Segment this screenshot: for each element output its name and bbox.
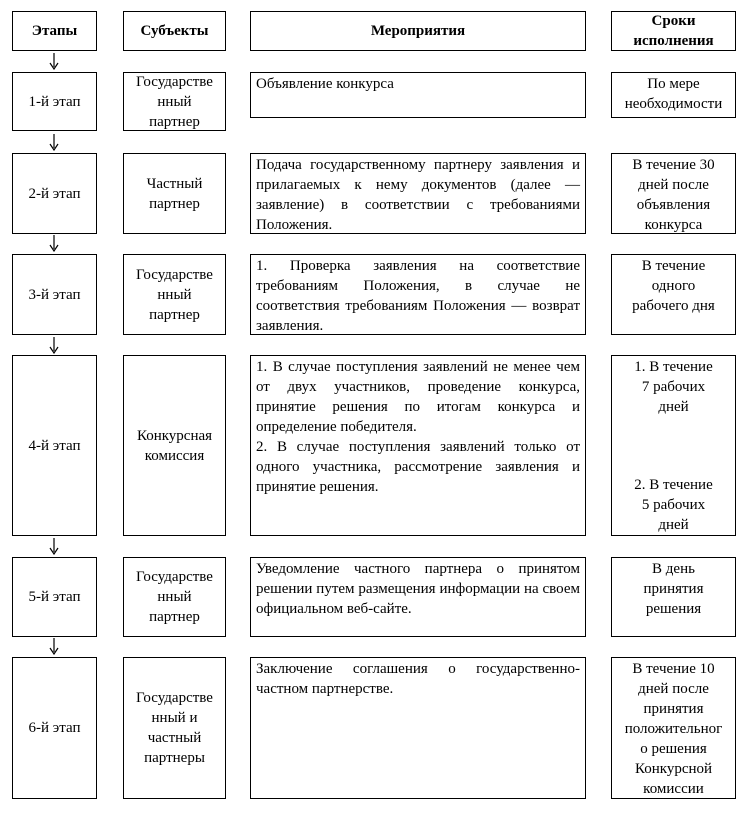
activity-1-box — [250, 72, 586, 118]
header-deadlines-line1: Сроки — [651, 13, 696, 29]
stage-label: 4-й этап — [28, 437, 81, 454]
header-deadlines-line2: исполнения — [633, 33, 714, 49]
deadline-line: принятия — [643, 701, 704, 717]
subject-line: Государстве — [136, 73, 213, 90]
activity-text: 1. Проверка заявления на соответствие требованиям Положения, в случае не соответствия требованиям Положения — возврат заявления. — [256, 258, 580, 334]
arrow-down-icon — [48, 235, 60, 252]
subject-line: нный — [157, 589, 192, 605]
deadline-line: дней после — [638, 681, 709, 697]
stage-label: 1-й этап — [28, 93, 81, 110]
subject-line: Частный — [146, 175, 203, 192]
deadline-line: дней — [658, 517, 689, 533]
subject-line: партнеры — [144, 750, 205, 766]
deadline-line: конкурса — [644, 217, 703, 233]
header-stages-label: Этапы — [31, 23, 78, 39]
arrow-down-icon — [48, 53, 60, 70]
header-subjects-label: Субъекты — [140, 23, 209, 39]
stage-1-box — [12, 72, 97, 131]
subject-line: партнер — [149, 306, 200, 323]
deadline-line: о решения — [640, 741, 707, 757]
deadline-line: решения — [645, 601, 702, 617]
activity-text: Объявление конкурса — [256, 76, 394, 92]
stage-5-box — [12, 557, 97, 637]
activity-text: Заключение соглашения о государственно-частном партнерстве. — [256, 661, 580, 697]
subject-1-box — [123, 72, 226, 131]
arrow-down-icon — [48, 134, 60, 151]
deadline-line: Конкурсной — [634, 761, 713, 777]
deadline-line: объявления — [636, 197, 711, 213]
header-subjects — [123, 11, 226, 51]
deadline-line: В течение 10 — [632, 661, 715, 677]
subject-3-box — [123, 254, 226, 335]
activity-3-box — [250, 254, 586, 335]
deadline-line: 7 рабочих — [641, 379, 706, 395]
deadline-line: дней — [658, 399, 689, 415]
subject-line: нный — [157, 93, 192, 110]
deadline-1-box — [611, 72, 736, 118]
subject-line: партнер — [149, 195, 200, 212]
stage-label: 6-й этап — [28, 720, 81, 736]
arrow-down-icon — [48, 638, 60, 655]
deadline-line: По мере — [647, 76, 700, 92]
activity-4-box — [250, 355, 586, 536]
header-activities — [250, 11, 586, 51]
subject-line: Государстве — [136, 569, 213, 585]
stage-label: 2-й этап — [28, 185, 81, 202]
activity-6-box — [250, 657, 586, 799]
arrow-down-icon — [48, 538, 60, 555]
subject-line: Конкурсная — [136, 427, 213, 444]
stage-6-box — [12, 657, 97, 799]
subject-line: Государстве — [136, 690, 213, 706]
deadline-line: В течение — [641, 258, 706, 274]
arrow-down-icon — [48, 337, 60, 354]
subject-6-box — [123, 657, 226, 799]
deadline-line: 1. В течение — [634, 359, 713, 375]
subject-line: частный — [147, 730, 202, 746]
subject-4-box — [123, 355, 226, 536]
activity-text: 1. В случае поступления заявлений не менее чем от двух участников, проведение конкурса, принятие решения по итогам конкурса и определение победителя. — [256, 359, 580, 435]
deadline-4-box — [611, 355, 736, 536]
deadline-5-box — [611, 557, 736, 637]
deadline-line: В день — [652, 561, 695, 577]
activity-text: Уведомление частного партнера о принятом решении путем размещения информации на своем официальном веб-сайте. — [256, 561, 580, 617]
deadline-line: одного — [651, 278, 696, 294]
stage-4-box — [12, 355, 97, 536]
header-deadlines — [611, 11, 736, 51]
deadline-line: комиссии — [643, 781, 704, 797]
deadline-line: принятия — [643, 581, 704, 597]
header-activities-label: Мероприятия — [370, 23, 466, 39]
deadline-line: дней после — [638, 177, 709, 193]
header-stages — [12, 11, 97, 51]
subject-5-box — [123, 557, 226, 637]
subject-line: Государстве — [136, 266, 213, 283]
activity-5-box — [250, 557, 586, 637]
stage-3-box — [12, 254, 97, 335]
subject-line: партнер — [149, 113, 200, 130]
deadline-line: В течение 30 — [632, 157, 715, 173]
deadline-line: положительног — [624, 721, 723, 737]
stage-2-box — [12, 153, 97, 234]
deadline-line: необходимости — [624, 96, 723, 112]
deadline-line: рабочего дня — [632, 298, 715, 314]
deadline-3-box — [611, 254, 736, 335]
activity-text: Подача государственному партнеру заявления и прилагаемых к нему документов (далее — заявление) в соответствии с требованиями Положения. — [256, 157, 580, 233]
deadline-line: 2. В течение — [634, 477, 713, 493]
subject-line: нный — [157, 286, 192, 303]
subject-line: партнер — [149, 609, 200, 625]
deadline-line: 5 рабочих — [641, 497, 706, 513]
activity-2-box — [250, 153, 586, 234]
deadline-2-box — [611, 153, 736, 234]
subject-line: комиссия — [144, 447, 205, 464]
activity-text: 2. В случае поступления заявлений только от одного участника, рассмотрение заявления и принятие решения. — [256, 439, 580, 495]
stage-label: 5-й этап — [28, 589, 81, 605]
deadline-6-box — [611, 657, 736, 799]
stage-label: 3-й этап — [28, 286, 81, 303]
subject-2-box — [123, 153, 226, 234]
subject-line: нный и — [151, 710, 198, 726]
